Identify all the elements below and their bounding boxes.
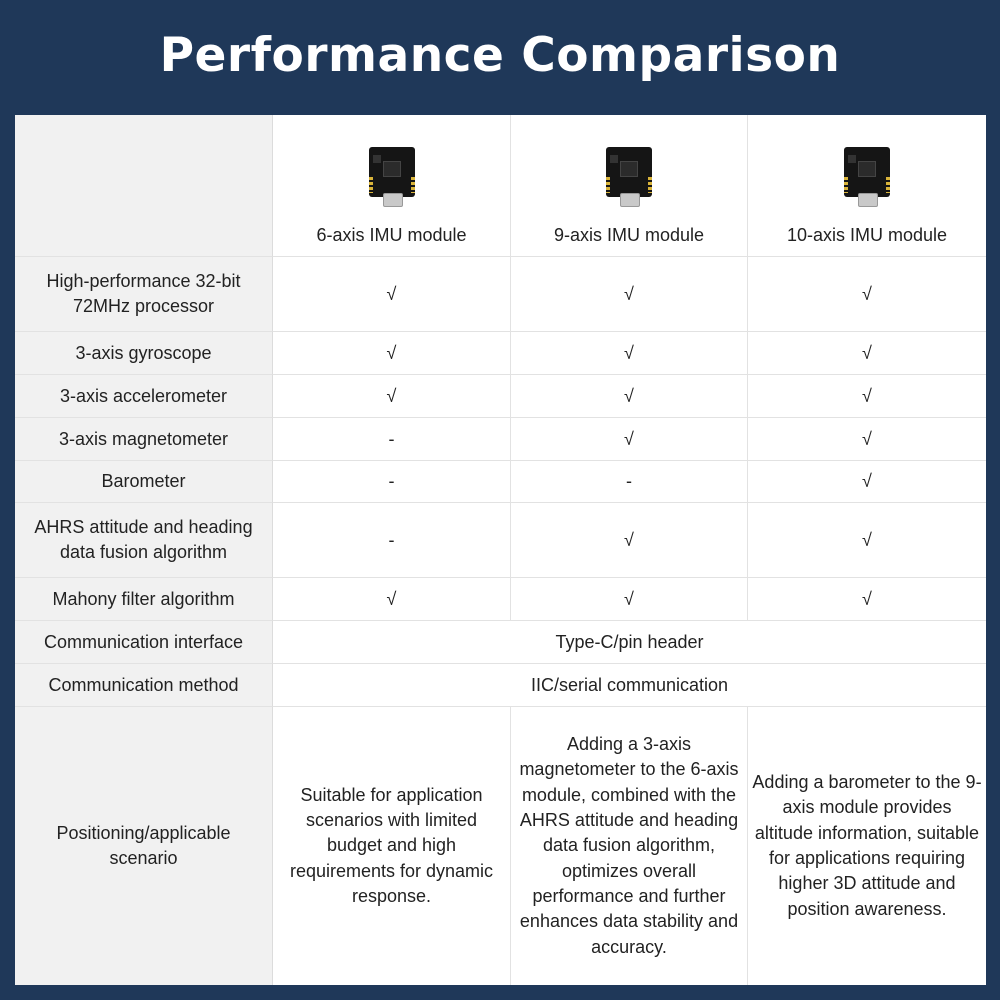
dash-mark: - xyxy=(511,461,748,503)
imu-module-image xyxy=(606,147,652,207)
scenario-9axis: Adding a 3-axis magnetometer to the 6-axis module, combined with the AHRS attitude and heading data fusion algorithm, optimizes overall performance and further enhances data stability and accuracy. xyxy=(511,707,748,985)
row-label-interface: Communication interface xyxy=(15,621,273,664)
scenario-6axis: Suitable for application scenarios with limited budget and high requirements for dynamic response. xyxy=(273,707,511,985)
column-header-6axis xyxy=(273,115,511,257)
check-mark: √ xyxy=(748,418,986,461)
check-mark: √ xyxy=(511,503,748,578)
check-mark: √ xyxy=(511,257,748,332)
check-mark: √ xyxy=(511,375,748,418)
column-label: 10-axis IMU module xyxy=(786,225,948,245)
check-mark: √ xyxy=(748,578,986,621)
column-label: 6-axis IMU module xyxy=(316,225,467,245)
check-mark: √ xyxy=(273,257,511,332)
row-label-ahrs: AHRS attitude and heading data fusion algorithm xyxy=(15,503,273,578)
check-mark: √ xyxy=(511,332,748,375)
check-mark: √ xyxy=(748,332,986,375)
row-label-mahony: Mahony filter algorithm xyxy=(15,578,273,621)
row-label-barometer: Barometer xyxy=(15,461,273,503)
check-mark: √ xyxy=(748,503,986,578)
dash-mark: - xyxy=(273,503,511,578)
dash-mark: - xyxy=(273,418,511,461)
row-label-accelerometer: 3-axis accelerometer xyxy=(15,375,273,418)
comparison-table xyxy=(15,115,986,985)
check-mark: √ xyxy=(748,461,986,503)
row-label-method: Communication method xyxy=(15,664,273,707)
shared-value-method: IIC/serial communication xyxy=(273,664,986,707)
column-label: 9-axis IMU module xyxy=(553,225,705,245)
page-title: Performance Comparison xyxy=(159,28,841,83)
dash-mark: - xyxy=(273,461,511,503)
row-label-gyroscope: 3-axis gyroscope xyxy=(15,332,273,375)
row-label-processor: High-performance 32-bit 72MHz processor xyxy=(15,257,273,332)
scenario-label: Positioning/applicable scenario xyxy=(56,823,231,868)
check-mark: √ xyxy=(511,418,748,461)
shared-value-interface: Type-C/pin header xyxy=(273,621,986,664)
check-mark: √ xyxy=(748,257,986,332)
row-label-scenario xyxy=(15,707,273,985)
check-mark: √ xyxy=(748,375,986,418)
row-label-magnetometer: 3-axis magnetometer xyxy=(15,418,273,461)
check-mark: √ xyxy=(273,578,511,621)
check-mark: √ xyxy=(511,578,748,621)
column-header-9axis xyxy=(511,115,748,257)
scenario-10axis: Adding a barometer to the 9-axis module provides altitude information, suitable for applications requiring higher 3D attitude and position awareness. xyxy=(752,772,982,919)
column-header-10axis xyxy=(748,115,986,257)
check-mark: √ xyxy=(273,375,511,418)
imu-module-image xyxy=(369,147,415,207)
check-mark: √ xyxy=(273,332,511,375)
header-empty-cell xyxy=(15,115,273,257)
imu-module-image xyxy=(844,147,890,207)
